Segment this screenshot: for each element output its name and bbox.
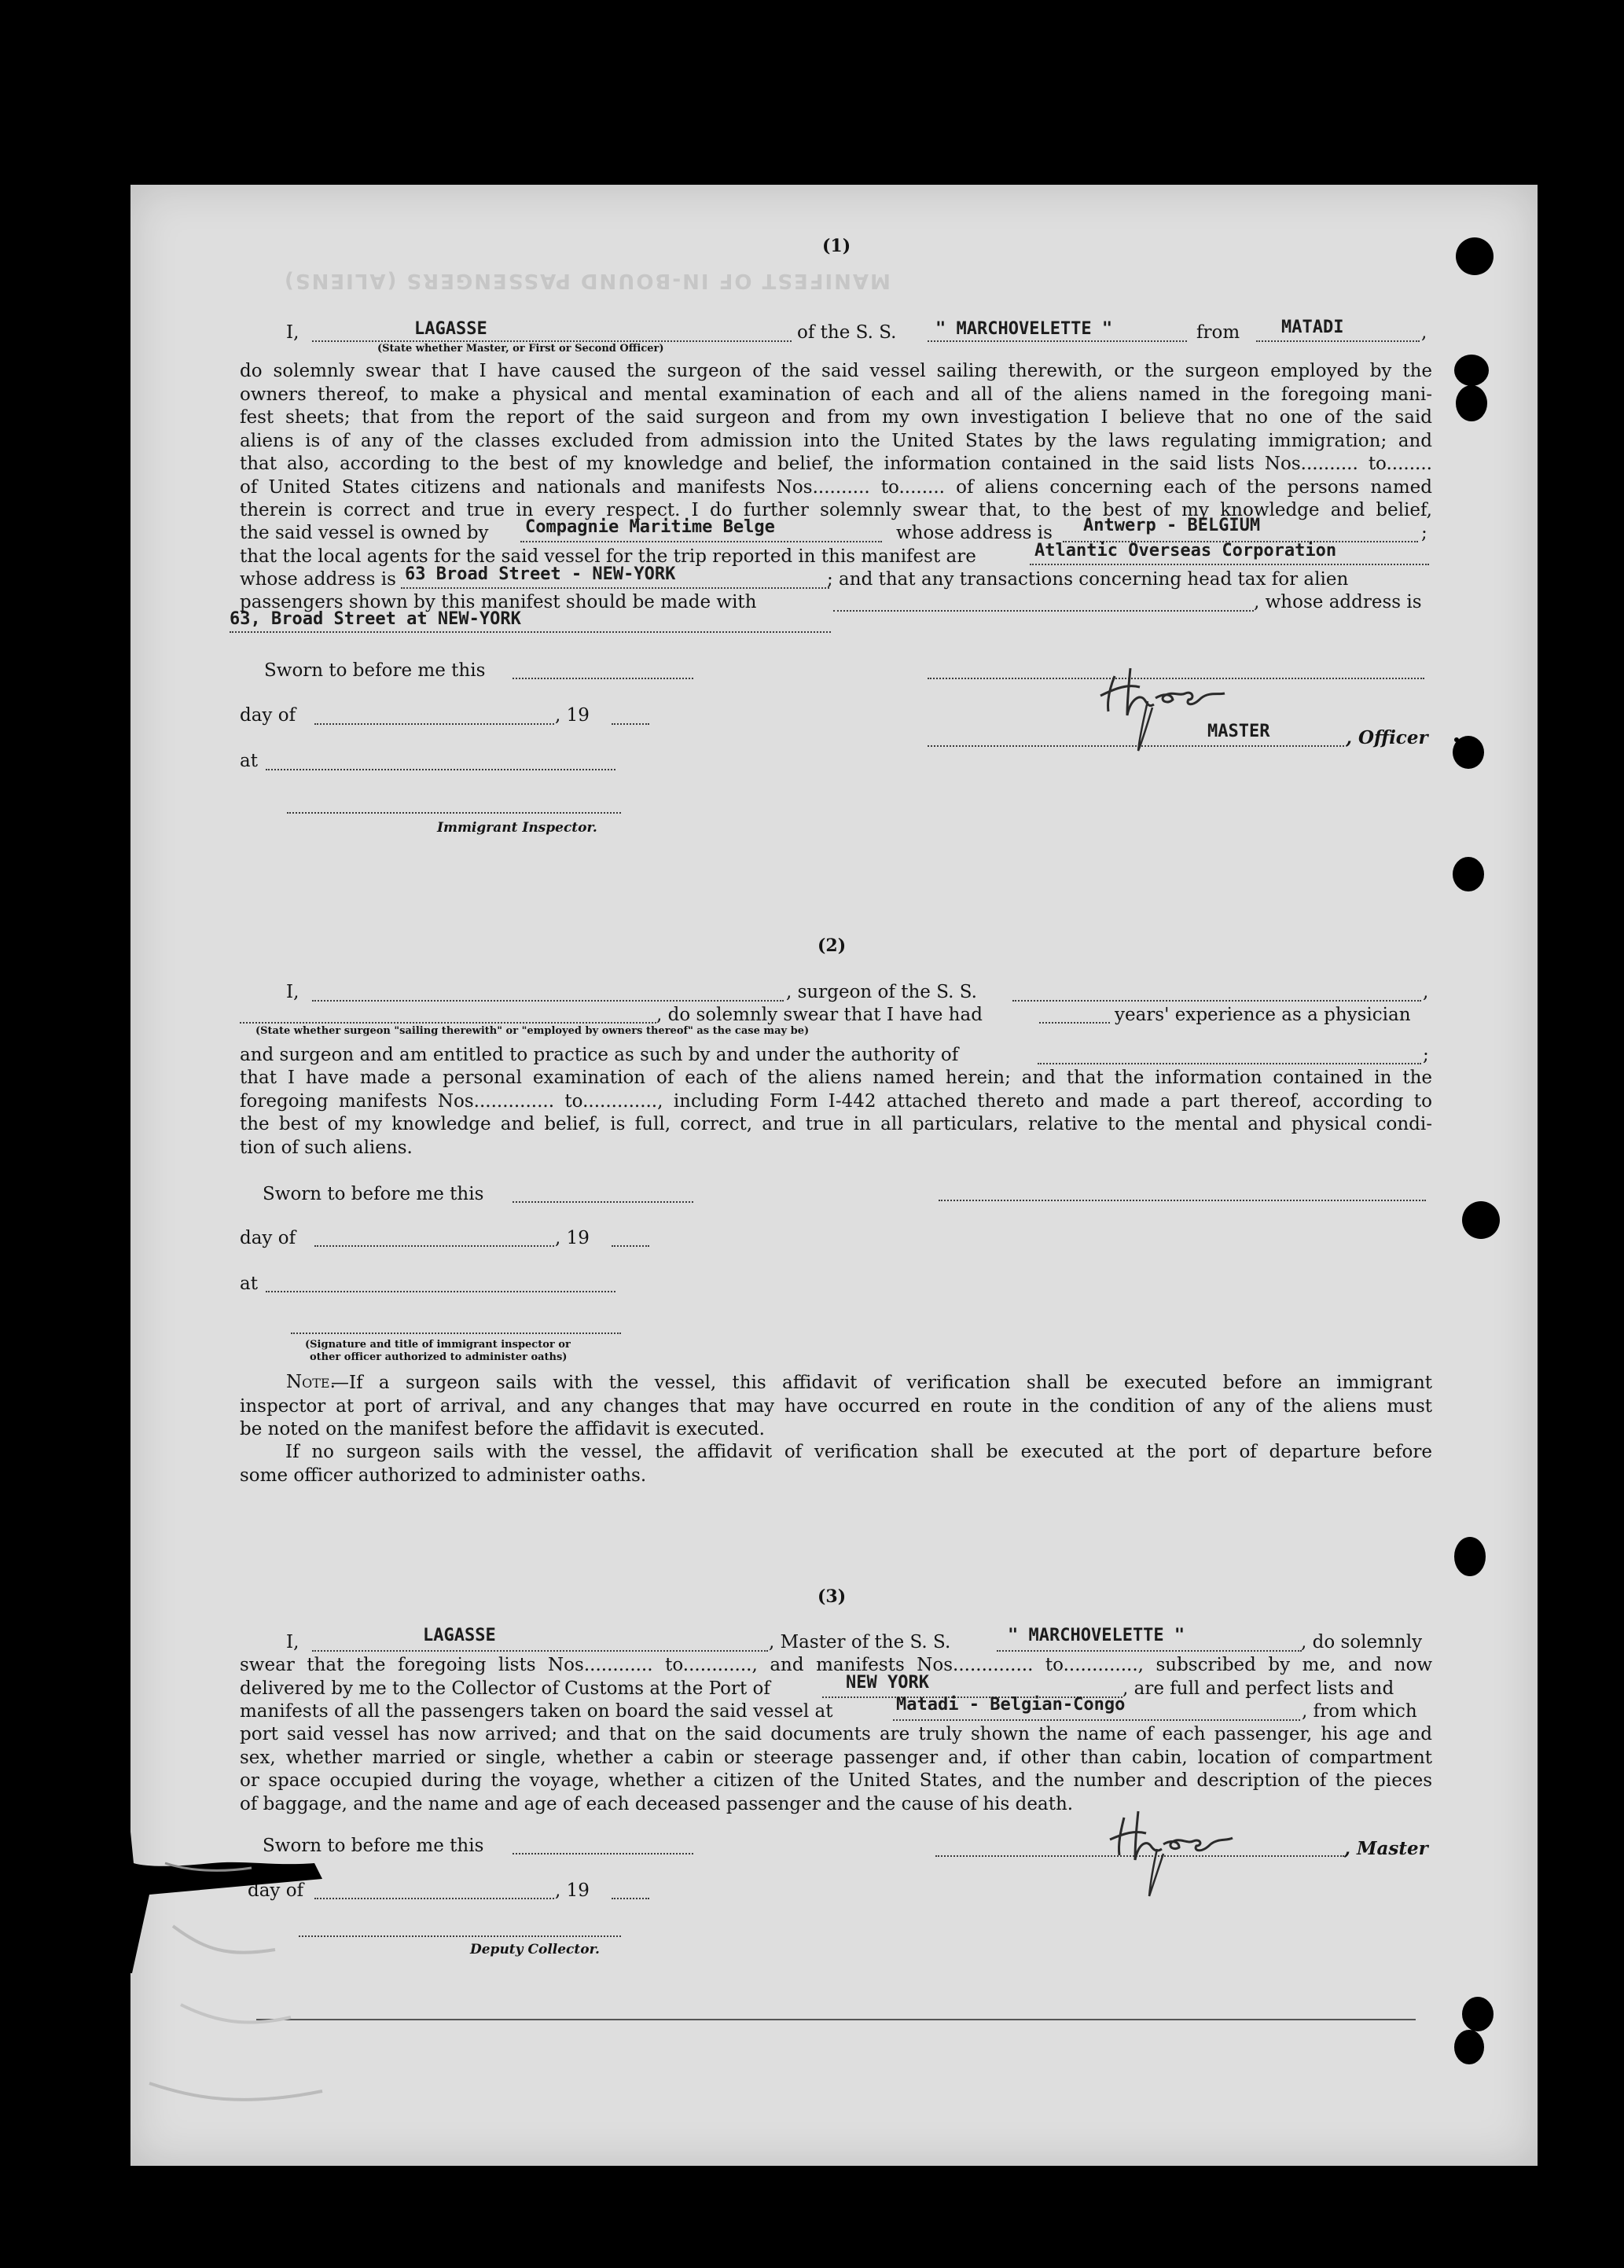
sworn-label: Sworn to before me this [263, 1184, 484, 1204]
full-lists-label: , are full and perfect lists and [1122, 1678, 1394, 1699]
note-line: —If a surgeon sails with the vessel, this affidavit of verification shall be executed before an immigrant [331, 1373, 1432, 1393]
vessel-value: " MARCHOVELETTE " [1008, 1626, 1185, 1645]
oath-line: fest sheets; that from the report of the said surgeon and from my own investigation I believe that no one of the said [240, 407, 1432, 428]
agents-line [1030, 564, 1429, 565]
year-label: , 19 [555, 705, 590, 726]
declaration-line: port said vessel has now arrived; and that on the said documents are truly shown the name of each passenger, his age and [240, 1724, 1432, 1744]
note2-line: If no surgeon sails with the vessel, the affidavit of verification shall be executed at the port of departure before [285, 1442, 1432, 1462]
section-number: (1) [822, 236, 851, 256]
master-name-line [312, 340, 792, 342]
surgeon-status-line [240, 1022, 656, 1024]
whose-address-label: , whose address is [1254, 592, 1422, 612]
agents-address-label: whose address is [240, 569, 396, 590]
declaration-line: of baggage, and the name and age of each deceased passenger and the cause of his death. [240, 1793, 1074, 1814]
surgeon-caption: (State whether surgeon "sailing therewith" or "employed by owners thereof" as the case may be) [255, 1025, 810, 1037]
passengers-label: passengers shown by this manifest should be made with [240, 592, 757, 612]
officer-label: , Officer [1346, 727, 1428, 748]
agents-address-line [401, 587, 829, 589]
sworn-date-line [513, 1853, 693, 1854]
note2-line: some officer authorized to administer oaths. [240, 1465, 647, 1486]
sworn-label: Sworn to before me this [264, 660, 486, 681]
surgeon-line: tion of such aliens. [240, 1137, 413, 1158]
oath-line: aliens is of any of the classes excluded from admission into the United States by the laws regulating immigration; and [240, 430, 1432, 451]
bleed-through-header: MANIFEST OF IN-BOUND PASSENGERS (ALIENS) [283, 269, 891, 292]
surgeon-line: the best of my knowledge and belief, is full, correct, and true in all particulars, relative to the mental and physical condi- [240, 1114, 1432, 1134]
year-line [612, 1898, 649, 1899]
officer-caption: (State whether Master, or First or Second Officer) [377, 343, 664, 355]
i-label: I, [286, 1632, 299, 1652]
manifests-label: manifests of all the passengers taken on board the said vessel at [240, 1701, 833, 1722]
surgeon-line: that I have made a personal examination of each of the aliens named herein; and that the information contained in the [240, 1068, 1432, 1088]
years-line [1039, 1022, 1110, 1024]
surgeon-name-line [312, 1000, 784, 1002]
owner-value: Compagnie Maritime Belge [525, 517, 775, 537]
at-line [266, 769, 615, 770]
note2-paragraph [240, 1441, 1432, 1487]
owner-line [520, 541, 882, 542]
note-line: be noted on the manifest before the affidavit is executed. [240, 1419, 765, 1439]
declaration-line: sex, whether married or single, whether a cabin or steerage passenger and, if other than cabin, location of compartment [240, 1747, 1432, 1768]
oath-paragraph [240, 360, 1432, 523]
oath-line: therein is correct and true in every respect. I do further solemnly swear that, to the best of my knowledge and belief, [240, 500, 1432, 520]
day-of-label: day of [240, 705, 296, 726]
torn-corner [118, 1832, 448, 2178]
note-label: Note. [286, 1372, 336, 1392]
authority-line [1038, 1063, 1421, 1064]
signature-caption: other officer authorized to administer oaths) [310, 1351, 568, 1363]
at-label: at [240, 1274, 258, 1294]
day-line [314, 1245, 554, 1247]
oath-line: owners thereof, to make a physical and mental examination of each and all of the aliens named in the foregoing mani- [240, 384, 1432, 405]
from-port-value: MATADI [1281, 318, 1344, 337]
owned-by-label: the said vessel is owned by [240, 523, 489, 543]
day-of-label: day of [240, 1228, 296, 1248]
of-ss-label: of the S. S. [797, 322, 897, 343]
surgeon-paragraph [240, 1067, 1432, 1160]
year-line [612, 1245, 649, 1247]
vessel-value: " MARCHOVELETTE " [935, 319, 1113, 339]
swear-text: , do solemnly swear that I have had [656, 1005, 983, 1025]
from-port-line [1256, 340, 1420, 342]
from-which-label: , from which [1302, 1701, 1417, 1722]
master-signature [1093, 652, 1281, 755]
boarding-port-line [893, 1719, 1300, 1721]
lists-line: swear that the foregoing lists Nos............ to............, and manifests Nos.............. to............., subscribed by me, and now [240, 1655, 1432, 1675]
address-line [230, 631, 831, 633]
address-value: 63, Broad Street at NEW-YORK [230, 609, 521, 629]
deputy-caption: Deputy Collector. [470, 1942, 600, 1957]
agents-label: that the local agents for the said vessel for the trip reported in this manifest are [240, 546, 976, 567]
surgeon-signature-line [939, 1200, 1426, 1201]
port-value: NEW YORK [846, 1673, 929, 1693]
section-number: (2) [818, 936, 847, 956]
year-line [612, 723, 649, 725]
master-name-value: LAGASSE [423, 1626, 496, 1645]
vessel-line [997, 1650, 1302, 1652]
years-text: years' experience as a physician [1115, 1005, 1411, 1025]
owner-address-value: Antwerp - BELGIUM [1083, 516, 1261, 535]
day-line [314, 723, 554, 725]
inspector-signature-line [291, 1332, 621, 1334]
owner-address-label: whose address is [896, 523, 1053, 543]
transactions-line [833, 610, 1254, 612]
year-label: , 19 [555, 1228, 590, 1248]
master-signature [1100, 1800, 1258, 1902]
note-paragraph [240, 1372, 1432, 1442]
surgeon-of-label: , surgeon of the S. S. [786, 982, 977, 1002]
inspector-caption: Immigrant Inspector. [437, 820, 597, 836]
rank-value: MASTER [1207, 722, 1270, 741]
sworn-date-line [513, 1201, 693, 1203]
sworn-label: Sworn to before me this [263, 1836, 484, 1856]
master-name-value: LAGASSE [414, 319, 487, 339]
from-label: from [1196, 322, 1240, 343]
declaration-line: or space occupied during the voyage, whether a citizen of the United States, and the number and description of the pieces [240, 1770, 1432, 1791]
agents-value: Atlantic Overseas Corporation [1034, 541, 1337, 561]
delivered-label: delivered by me to the Collector of Customs at the Port of [240, 1678, 770, 1699]
signature-caption: (Signature and title of immigrant inspector or [305, 1339, 571, 1351]
authority-label: and surgeon and am entitled to practice as such by and under the authority of [240, 1045, 959, 1065]
sworn-date-line [513, 678, 693, 679]
day-of-label: day of [248, 1880, 304, 1901]
note-line: inspector at port of arrival, and any changes that may have occurred en route in the condition of any of the aliens must [240, 1395, 1432, 1417]
head-tax-text: ; and that any transactions concerning head tax for alien [827, 569, 1349, 590]
master-of-label: , Master of the S. S. [769, 1632, 951, 1652]
section-number: (3) [818, 1586, 847, 1607]
i-label: I, [286, 982, 299, 1002]
master-name-line [312, 1650, 768, 1652]
oath-line: that also, according to the best of my knowledge and belief, the information contained in the said lists Nos.......... to........ [240, 454, 1432, 474]
oath-line: do solemnly swear that I have caused the surgeon of the said vessel sailing therewith, or the surgeon employed by the [240, 361, 1432, 381]
at-label: at [240, 751, 258, 771]
i-label: I, [286, 322, 299, 343]
master-label: , Master [1344, 1838, 1428, 1859]
surgeon-line: foregoing manifests Nos.............. to............., including Form I-442 attached thereto and made a part thereof, according to [240, 1090, 1432, 1112]
agents-address-value: 63 Broad Street - NEW-YORK [405, 564, 676, 584]
oath-line: of United States citizens and nationals and manifests Nos.......... to........ of aliens concerning each of the persons named [240, 476, 1432, 498]
surgeon-vessel-line [1012, 1000, 1421, 1002]
at-line [266, 1291, 615, 1292]
solemnly-label: , do solemnly [1301, 1632, 1423, 1652]
vessel-line [928, 340, 1187, 342]
boarding-port-value: Matadi - Belgian-Congo [896, 1695, 1126, 1715]
year-label: , 19 [555, 1880, 590, 1901]
inspector-signature-line [287, 812, 621, 814]
